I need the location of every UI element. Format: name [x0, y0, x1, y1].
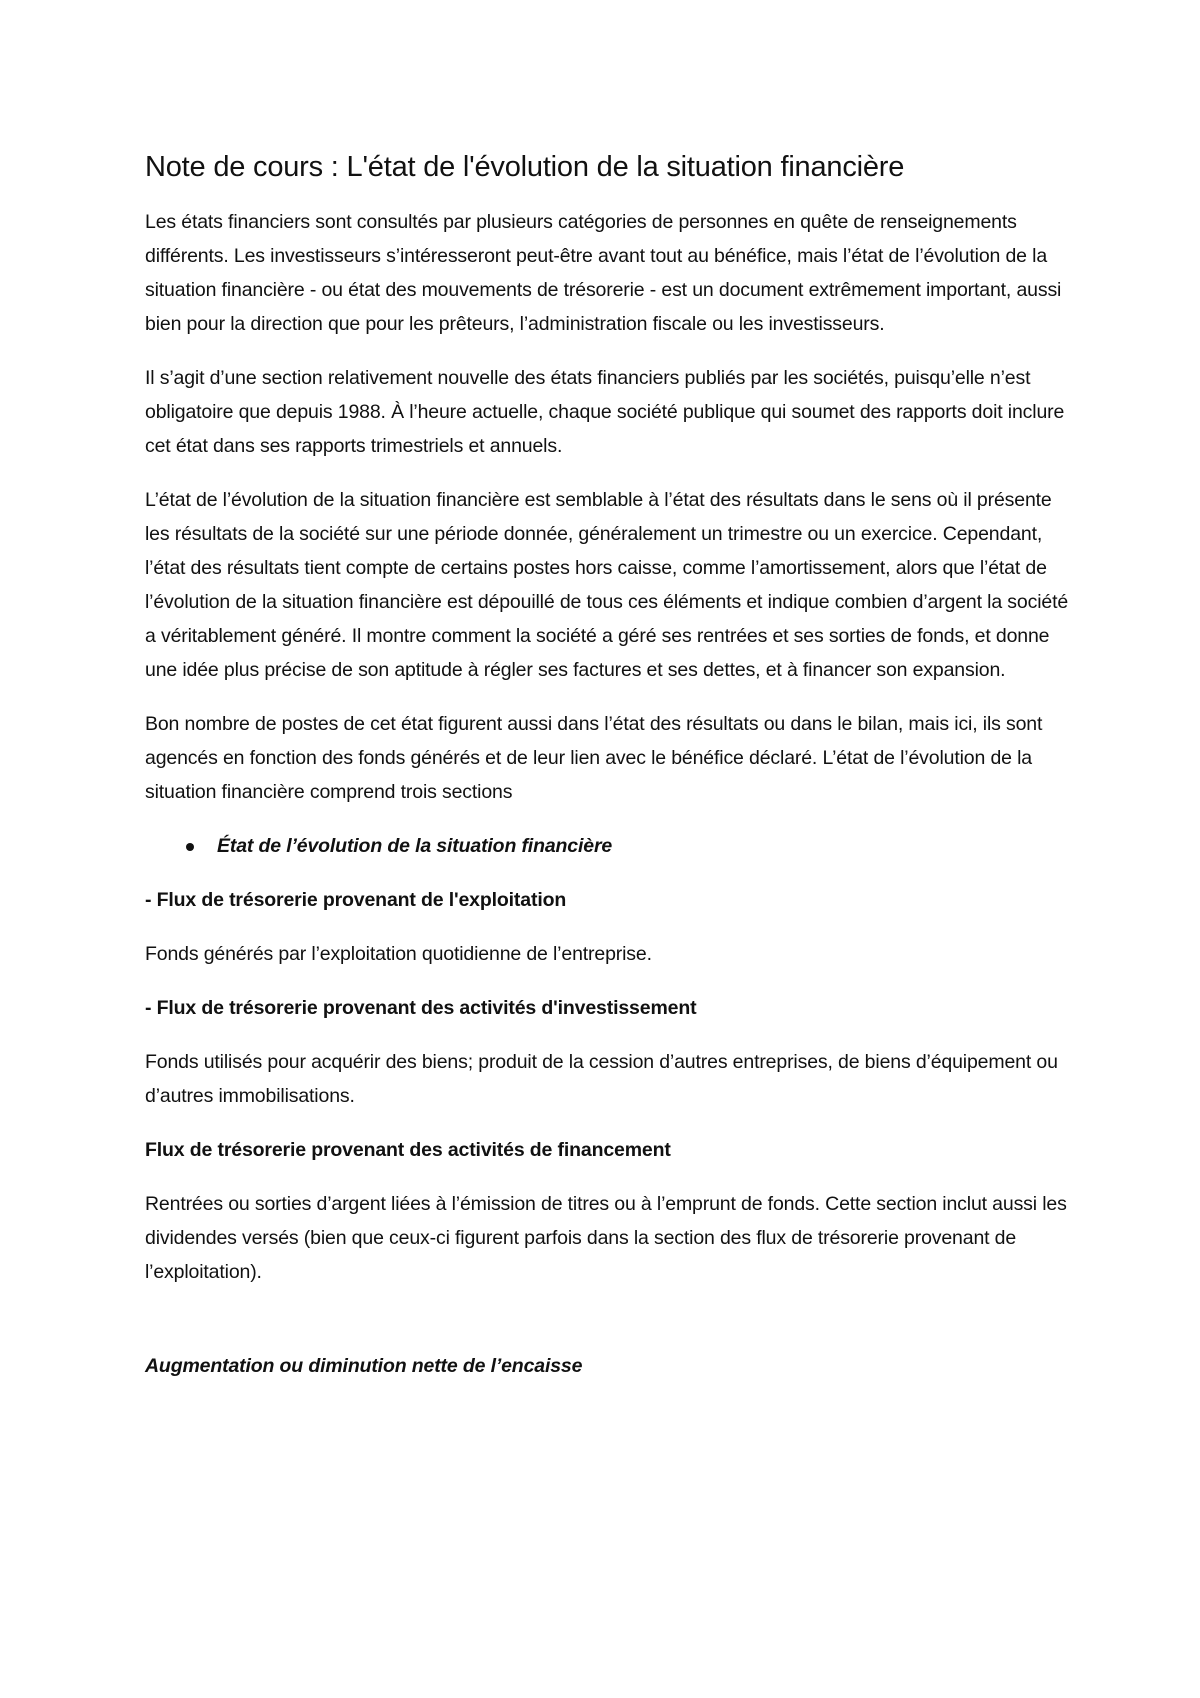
financing-cash-flow-heading: Flux de trésorerie provenant des activités de financement — [145, 1139, 671, 1161]
structure-paragraph: Bon nombre de postes de cet état figurent aussi dans l’état des résultats ou dans le bilan, mais ici, ils sont agencés en fonction des fonds générés et de leur lien avec le bénéfice déclaré. L’état de l’évolution de la situation financière comprend trois sections — [145, 713, 1043, 803]
intro-paragraph: Les états financiers sont consultés par plusieurs catégories de personnes en quête de renseignements différents. Les investisseurs s’intéresseront peut-être avant tout au bénéfice, mais l’état de l’évolution de la situation financière - ou état des mouvements de trésorerie - est un document extrêmement important, aussi bien pour la direction que pour les prêteurs, l’administration fiscale ou les investisseurs. — [145, 211, 1062, 335]
bullet-icon — [186, 843, 194, 851]
operating-cash-flow-text: Fonds générés par l’exploitation quotidienne de l’entreprise. — [145, 943, 652, 965]
comparison-paragraph: L’état de l’évolution de la situation financière est semblable à l’état des résultats dans le sens où il présente les résultats de la société sur une période donnée, généralement un trimestre ou un exercice. Cependant, l’état des résultats tient compte de certains postes hors caisse, comme l’amortissement, alors que l’état de l’évolution de la situation financière est dépouillé de tous ces éléments et indique combien d’argent la société a véritablement généré. Il montre comment la société a géré ses rentrées et ses sorties de fonds, et donne une idée plus précise de son aptitude à régler ses factures et ses dettes, et à financer son expansion. — [145, 489, 1069, 681]
page-title: Note de cours : L'état de l'évolution de la situation financière — [145, 151, 905, 183]
history-paragraph: Il s’agit d’une section relativement nouvelle des états financiers publiés par les sociétés, puisqu’elle n’est obligatoire que depuis 1988. À l’heure actuelle, chaque société publique qui soumet des rapports doit inclure cet état dans ses rapports trimestriels et annuels. — [145, 367, 1065, 457]
investing-cash-flow-heading: - Flux de trésorerie provenant des activités d'investissement — [145, 997, 697, 1019]
operating-cash-flow-heading: - Flux de trésorerie provenant de l'exploitation — [145, 889, 567, 911]
document-body — [145, 142, 1075, 1383]
investing-cash-flow-text: Fonds utilisés pour acquérir des biens; produit de la cession d’autres entreprises, de biens d’équipement ou d’autres immobilisations. — [145, 1051, 1058, 1107]
financing-cash-flow-text: Rentrées ou sorties d’argent liées à l’émission de titres ou à l’emprunt de fonds. Cette section inclut aussi les dividendes versés (bien que ceux-ci figurent parfois dans la section des flux de trésorerie provenant de l’exploitation). — [145, 1193, 1067, 1283]
net-cash-change-heading: Augmentation ou diminution nette de l’encaisse — [145, 1355, 583, 1377]
bullet-item-text: État de l’évolution de la situation financière — [217, 835, 613, 857]
bullet-list-item — [145, 829, 1075, 863]
